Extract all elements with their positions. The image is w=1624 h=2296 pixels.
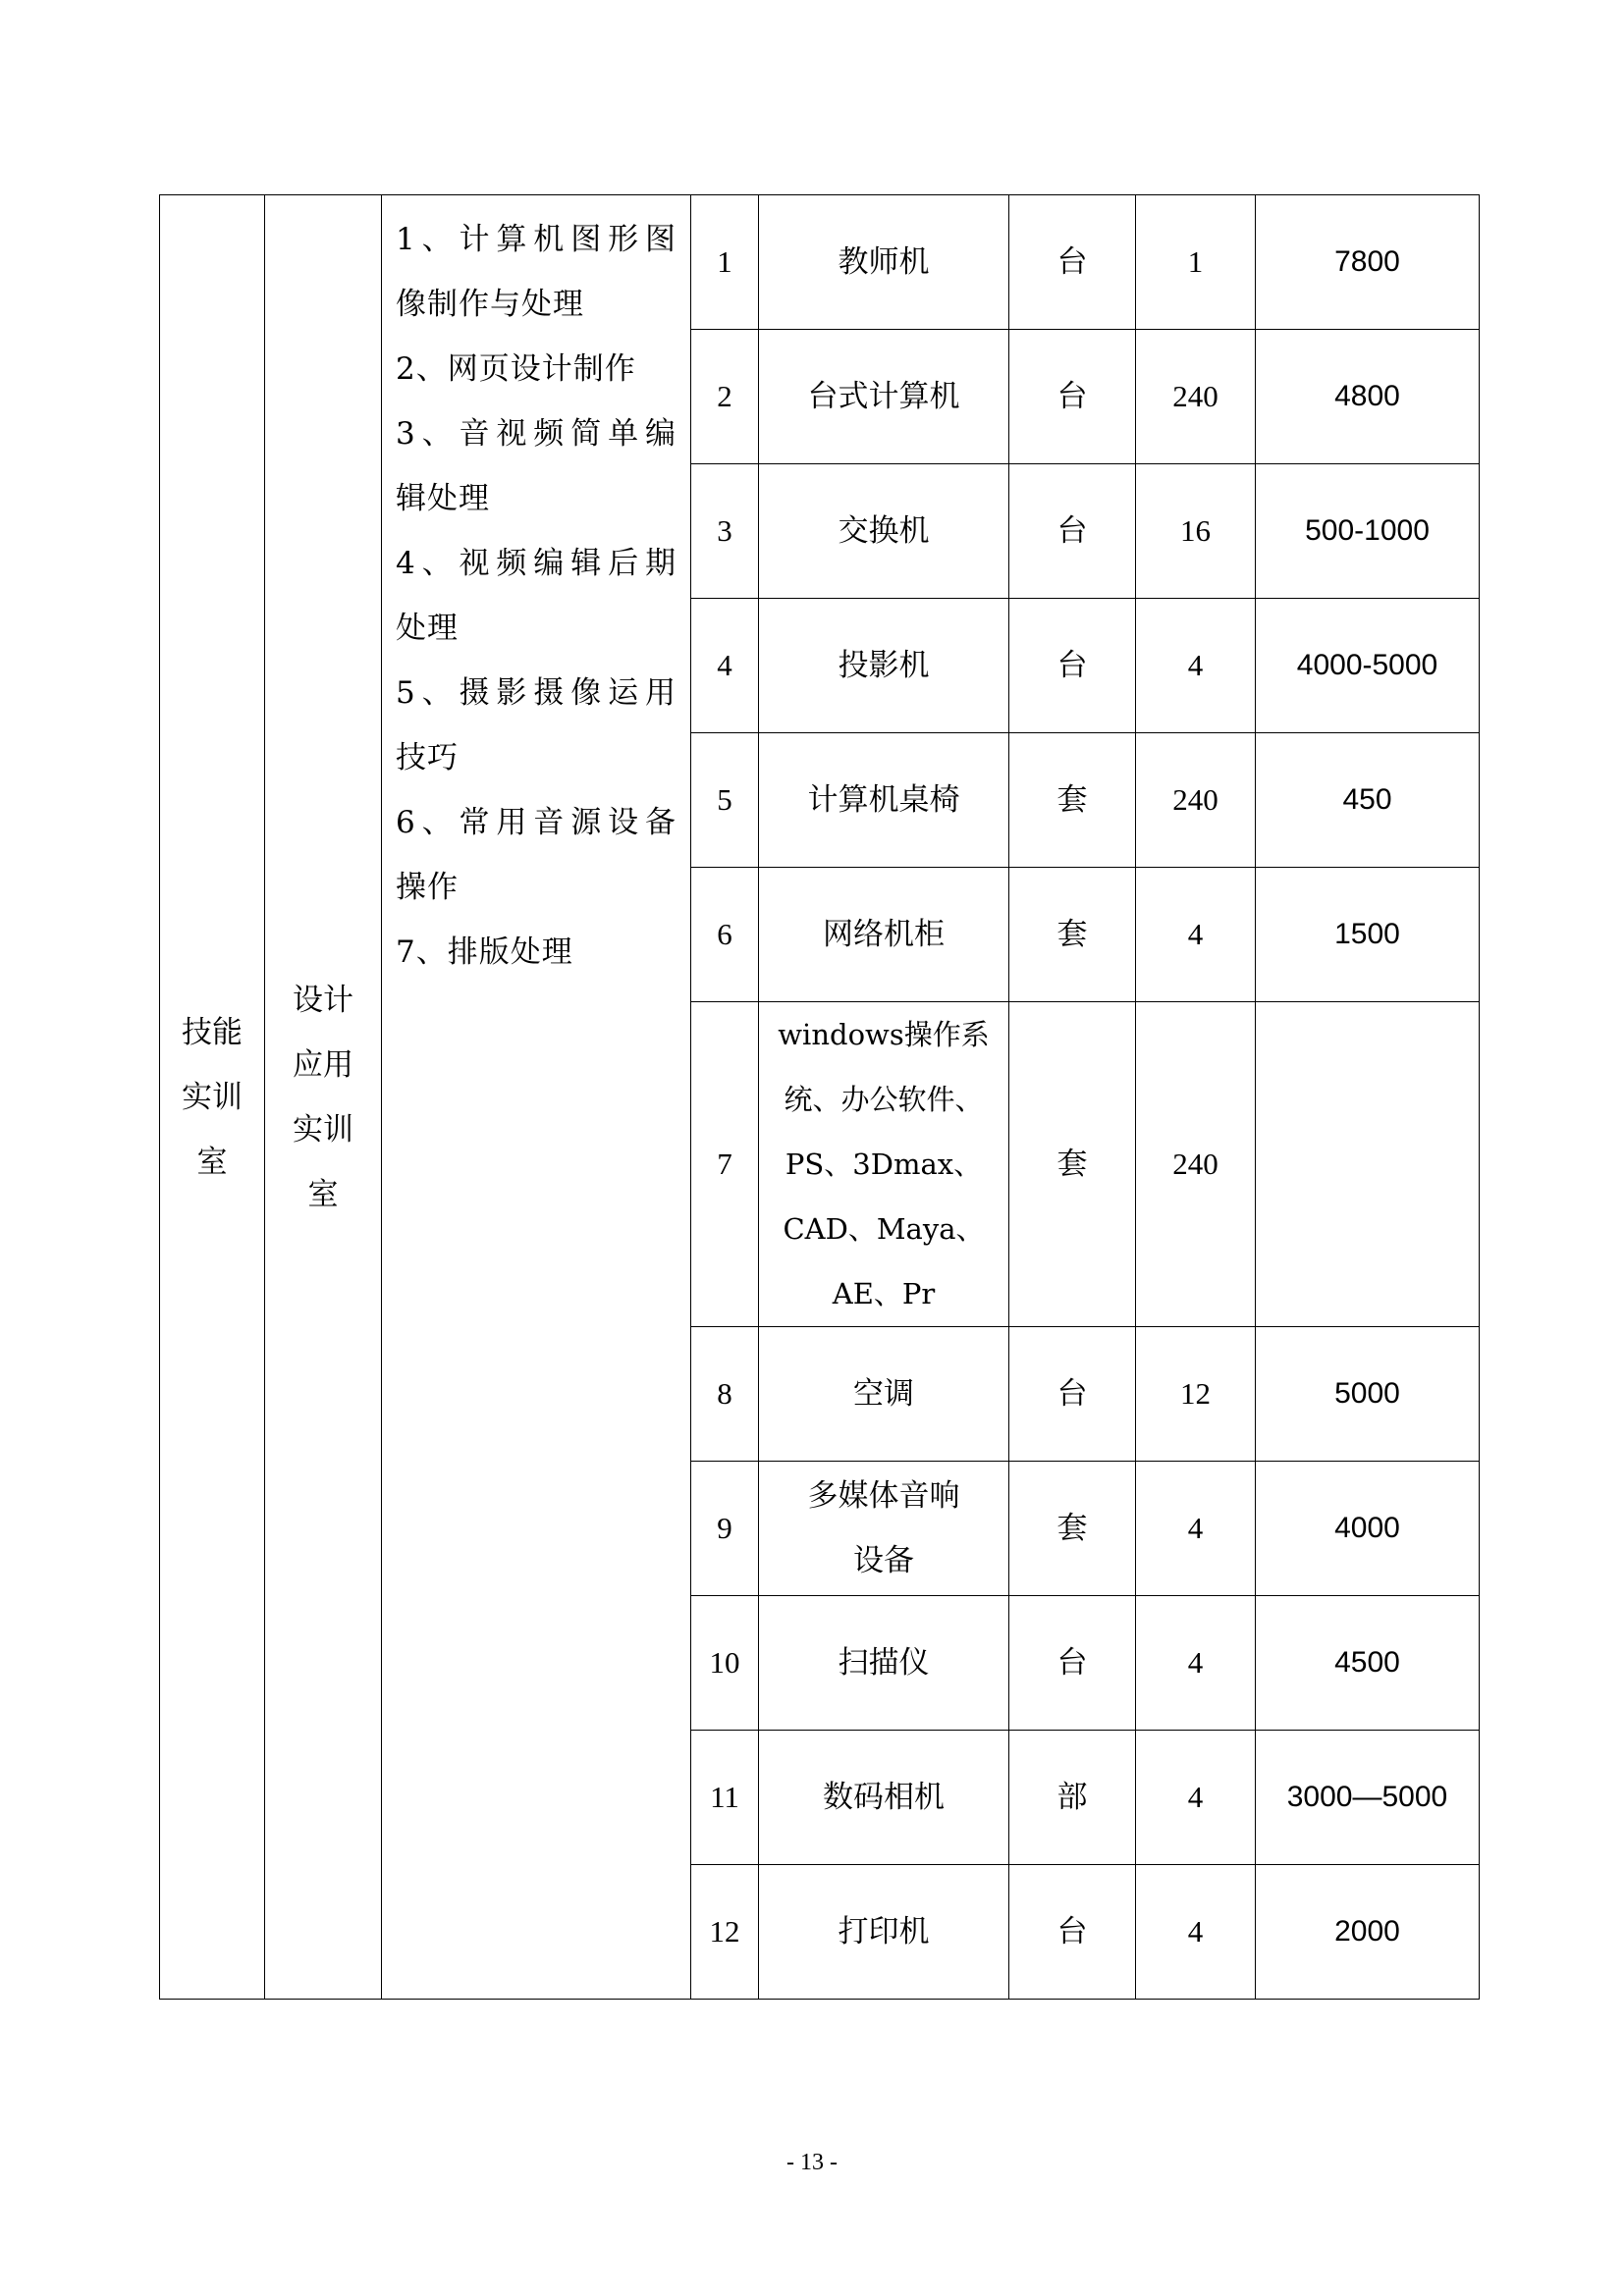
category-cell	[160, 195, 265, 2000]
training-content-line: 操作	[396, 870, 459, 905]
quantity-cell	[1136, 1002, 1256, 1327]
equipment-name-text: 交换机	[838, 513, 930, 549]
training-content-line: 1、计算机图形图	[396, 222, 677, 257]
unit-cell	[1009, 1462, 1136, 1596]
unit-text: 台	[1056, 379, 1088, 414]
equipment-name-text: 扫描仪	[838, 1645, 930, 1681]
price-text: 7800	[1334, 245, 1400, 278]
equipment-name-cell	[759, 1865, 1009, 2000]
price-cell	[1256, 1731, 1480, 1865]
unit-cell	[1009, 1002, 1136, 1327]
unit-cell	[1009, 1865, 1136, 2000]
equipment-name-cell	[759, 599, 1009, 733]
equipment-name-text: 空调	[853, 1376, 914, 1412]
unit-cell	[1009, 464, 1136, 599]
quantity-text: 240	[1172, 782, 1218, 817]
row-number-cell	[691, 868, 759, 1002]
training-content-line: 辑处理	[396, 481, 490, 516]
equipment-name-cell	[759, 868, 1009, 1002]
unit-cell	[1009, 1327, 1136, 1462]
unit-text: 台	[1056, 244, 1088, 280]
training-content-cell	[382, 195, 691, 2000]
equipment-name-text: 投影机	[838, 648, 930, 683]
price-text: 4500	[1334, 1646, 1400, 1679]
unit-text: 台	[1056, 1376, 1088, 1412]
training-content-line: 4、视频编辑后期	[396, 546, 677, 581]
price-cell	[1256, 1002, 1480, 1327]
price-text: 5000	[1334, 1377, 1400, 1410]
unit-cell	[1009, 599, 1136, 733]
training-content-line: 3、音视频简单编	[396, 416, 677, 452]
quantity-cell	[1136, 868, 1256, 1002]
price-cell	[1256, 195, 1480, 330]
price-cell	[1256, 868, 1480, 1002]
row-number-cell	[691, 1327, 759, 1462]
equipment-name-cell	[759, 1462, 1009, 1596]
unit-cell	[1009, 330, 1136, 464]
price-text: 1500	[1334, 918, 1400, 950]
quantity-cell	[1136, 464, 1256, 599]
room-label: 设计应用实训室	[293, 982, 353, 1212]
equipment-name-text: 打印机	[838, 1914, 930, 1949]
equipment-name-cell	[759, 1002, 1009, 1327]
price-cell	[1256, 330, 1480, 464]
price-text: 4000-5000	[1296, 649, 1438, 681]
row-number-text: 6	[717, 917, 732, 951]
unit-text: 台	[1056, 1914, 1088, 1949]
table-row	[160, 195, 1480, 330]
quantity-cell	[1136, 1596, 1256, 1731]
unit-cell	[1009, 195, 1136, 330]
row-number-text: 9	[717, 1511, 732, 1545]
equipment-name-text: 数码相机	[823, 1780, 945, 1815]
unit-text: 套	[1056, 917, 1088, 952]
quantity-text: 4	[1187, 1511, 1204, 1545]
training-content-line: 7、排版处理	[396, 934, 573, 970]
equipment-name-cell	[759, 330, 1009, 464]
row-number-cell	[691, 1596, 759, 1731]
equipment-table	[159, 194, 1480, 2000]
quantity-cell	[1136, 330, 1256, 464]
unit-text: 套	[1056, 1511, 1088, 1546]
row-number-text: 1	[717, 244, 732, 279]
row-number-text: 3	[717, 513, 732, 548]
training-content-line: 6、常用音源设备	[396, 805, 677, 840]
unit-text: 套	[1056, 782, 1088, 818]
quantity-text: 240	[1172, 1147, 1218, 1181]
quantity-cell	[1136, 1327, 1256, 1462]
row-number-text: 12	[709, 1914, 740, 1949]
quantity-text: 4	[1187, 1645, 1204, 1680]
price-cell	[1256, 1865, 1480, 2000]
room-cell	[265, 195, 382, 2000]
equipment-name-text: windows操作系统、办公软件、PS、3Dmax、CAD、Maya、AE、Pr	[778, 1018, 990, 1310]
price-text: 2000	[1334, 1915, 1400, 1948]
price-cell	[1256, 1462, 1480, 1596]
price-cell	[1256, 733, 1480, 868]
unit-text: 台	[1056, 513, 1088, 549]
row-number-text: 10	[709, 1645, 740, 1680]
quantity-cell	[1136, 1731, 1256, 1865]
quantity-cell	[1136, 1462, 1256, 1596]
equipment-name-cell	[759, 1596, 1009, 1731]
training-content-line: 技巧	[396, 740, 459, 775]
unit-text: 套	[1056, 1147, 1088, 1182]
row-number-text: 8	[717, 1376, 732, 1411]
row-number-text: 11	[710, 1780, 739, 1814]
page-number: - 13 -	[786, 2150, 838, 2175]
quantity-text: 4	[1187, 648, 1204, 682]
quantity-cell	[1136, 599, 1256, 733]
equipment-name-cell	[759, 195, 1009, 330]
price-cell	[1256, 1327, 1480, 1462]
price-cell	[1256, 1596, 1480, 1731]
row-number-cell	[691, 733, 759, 868]
price-text: 450	[1342, 783, 1392, 816]
quantity-text: 4	[1187, 1780, 1204, 1814]
training-content-line: 2、网页设计制作	[396, 351, 636, 387]
price-text: 500-1000	[1305, 514, 1430, 547]
unit-cell	[1009, 868, 1136, 1002]
price-cell	[1256, 464, 1480, 599]
quantity-text: 240	[1172, 379, 1218, 413]
unit-text: 部	[1056, 1780, 1088, 1815]
row-number-cell	[691, 330, 759, 464]
equipment-name-cell	[759, 733, 1009, 868]
quantity-cell	[1136, 733, 1256, 868]
equipment-name-text: 网络机柜	[823, 917, 945, 952]
quantity-text: 1	[1187, 244, 1204, 279]
quantity-text: 4	[1187, 1914, 1204, 1949]
price-text: 4000	[1334, 1512, 1400, 1544]
equipment-name-cell	[759, 464, 1009, 599]
row-number-cell	[691, 1731, 759, 1865]
row-number-cell	[691, 464, 759, 599]
row-number-cell	[691, 1462, 759, 1596]
equipment-name-cell	[759, 1731, 1009, 1865]
training-content-line: 处理	[396, 611, 459, 646]
training-content-line: 像制作与处理	[396, 287, 584, 322]
unit-cell	[1009, 1596, 1136, 1731]
row-number-text: 4	[717, 648, 732, 682]
quantity-text: 12	[1180, 1376, 1211, 1411]
row-number-cell	[691, 195, 759, 330]
equipment-name-text: 计算机桌椅	[807, 782, 960, 818]
price-cell	[1256, 599, 1480, 733]
unit-cell	[1009, 1731, 1136, 1865]
row-number-cell	[691, 1865, 759, 2000]
row-number-text: 5	[717, 782, 732, 817]
category-label: 技能实训室	[182, 1014, 243, 1180]
row-number-cell	[691, 599, 759, 733]
row-number-cell	[691, 1002, 759, 1327]
price-text: 4800	[1334, 380, 1400, 412]
unit-cell	[1009, 733, 1136, 868]
row-number-text: 2	[717, 379, 732, 413]
training-content-line: 5、摄影摄像运用	[396, 675, 677, 711]
quantity-text: 16	[1180, 513, 1211, 548]
equipment-name-text: 台式计算机	[807, 379, 960, 414]
equipment-name-text: 教师机	[838, 244, 930, 280]
table-body	[160, 195, 1480, 2000]
equipment-name-text: 多媒体音响设备	[807, 1478, 960, 1578]
equipment-name-cell	[759, 1327, 1009, 1462]
quantity-text: 4	[1187, 917, 1204, 951]
price-text: 3000—5000	[1286, 1781, 1448, 1813]
unit-text: 台	[1056, 648, 1088, 683]
row-number-text: 7	[717, 1147, 732, 1181]
quantity-cell	[1136, 1865, 1256, 2000]
quantity-cell	[1136, 195, 1256, 330]
unit-text: 台	[1056, 1645, 1088, 1681]
